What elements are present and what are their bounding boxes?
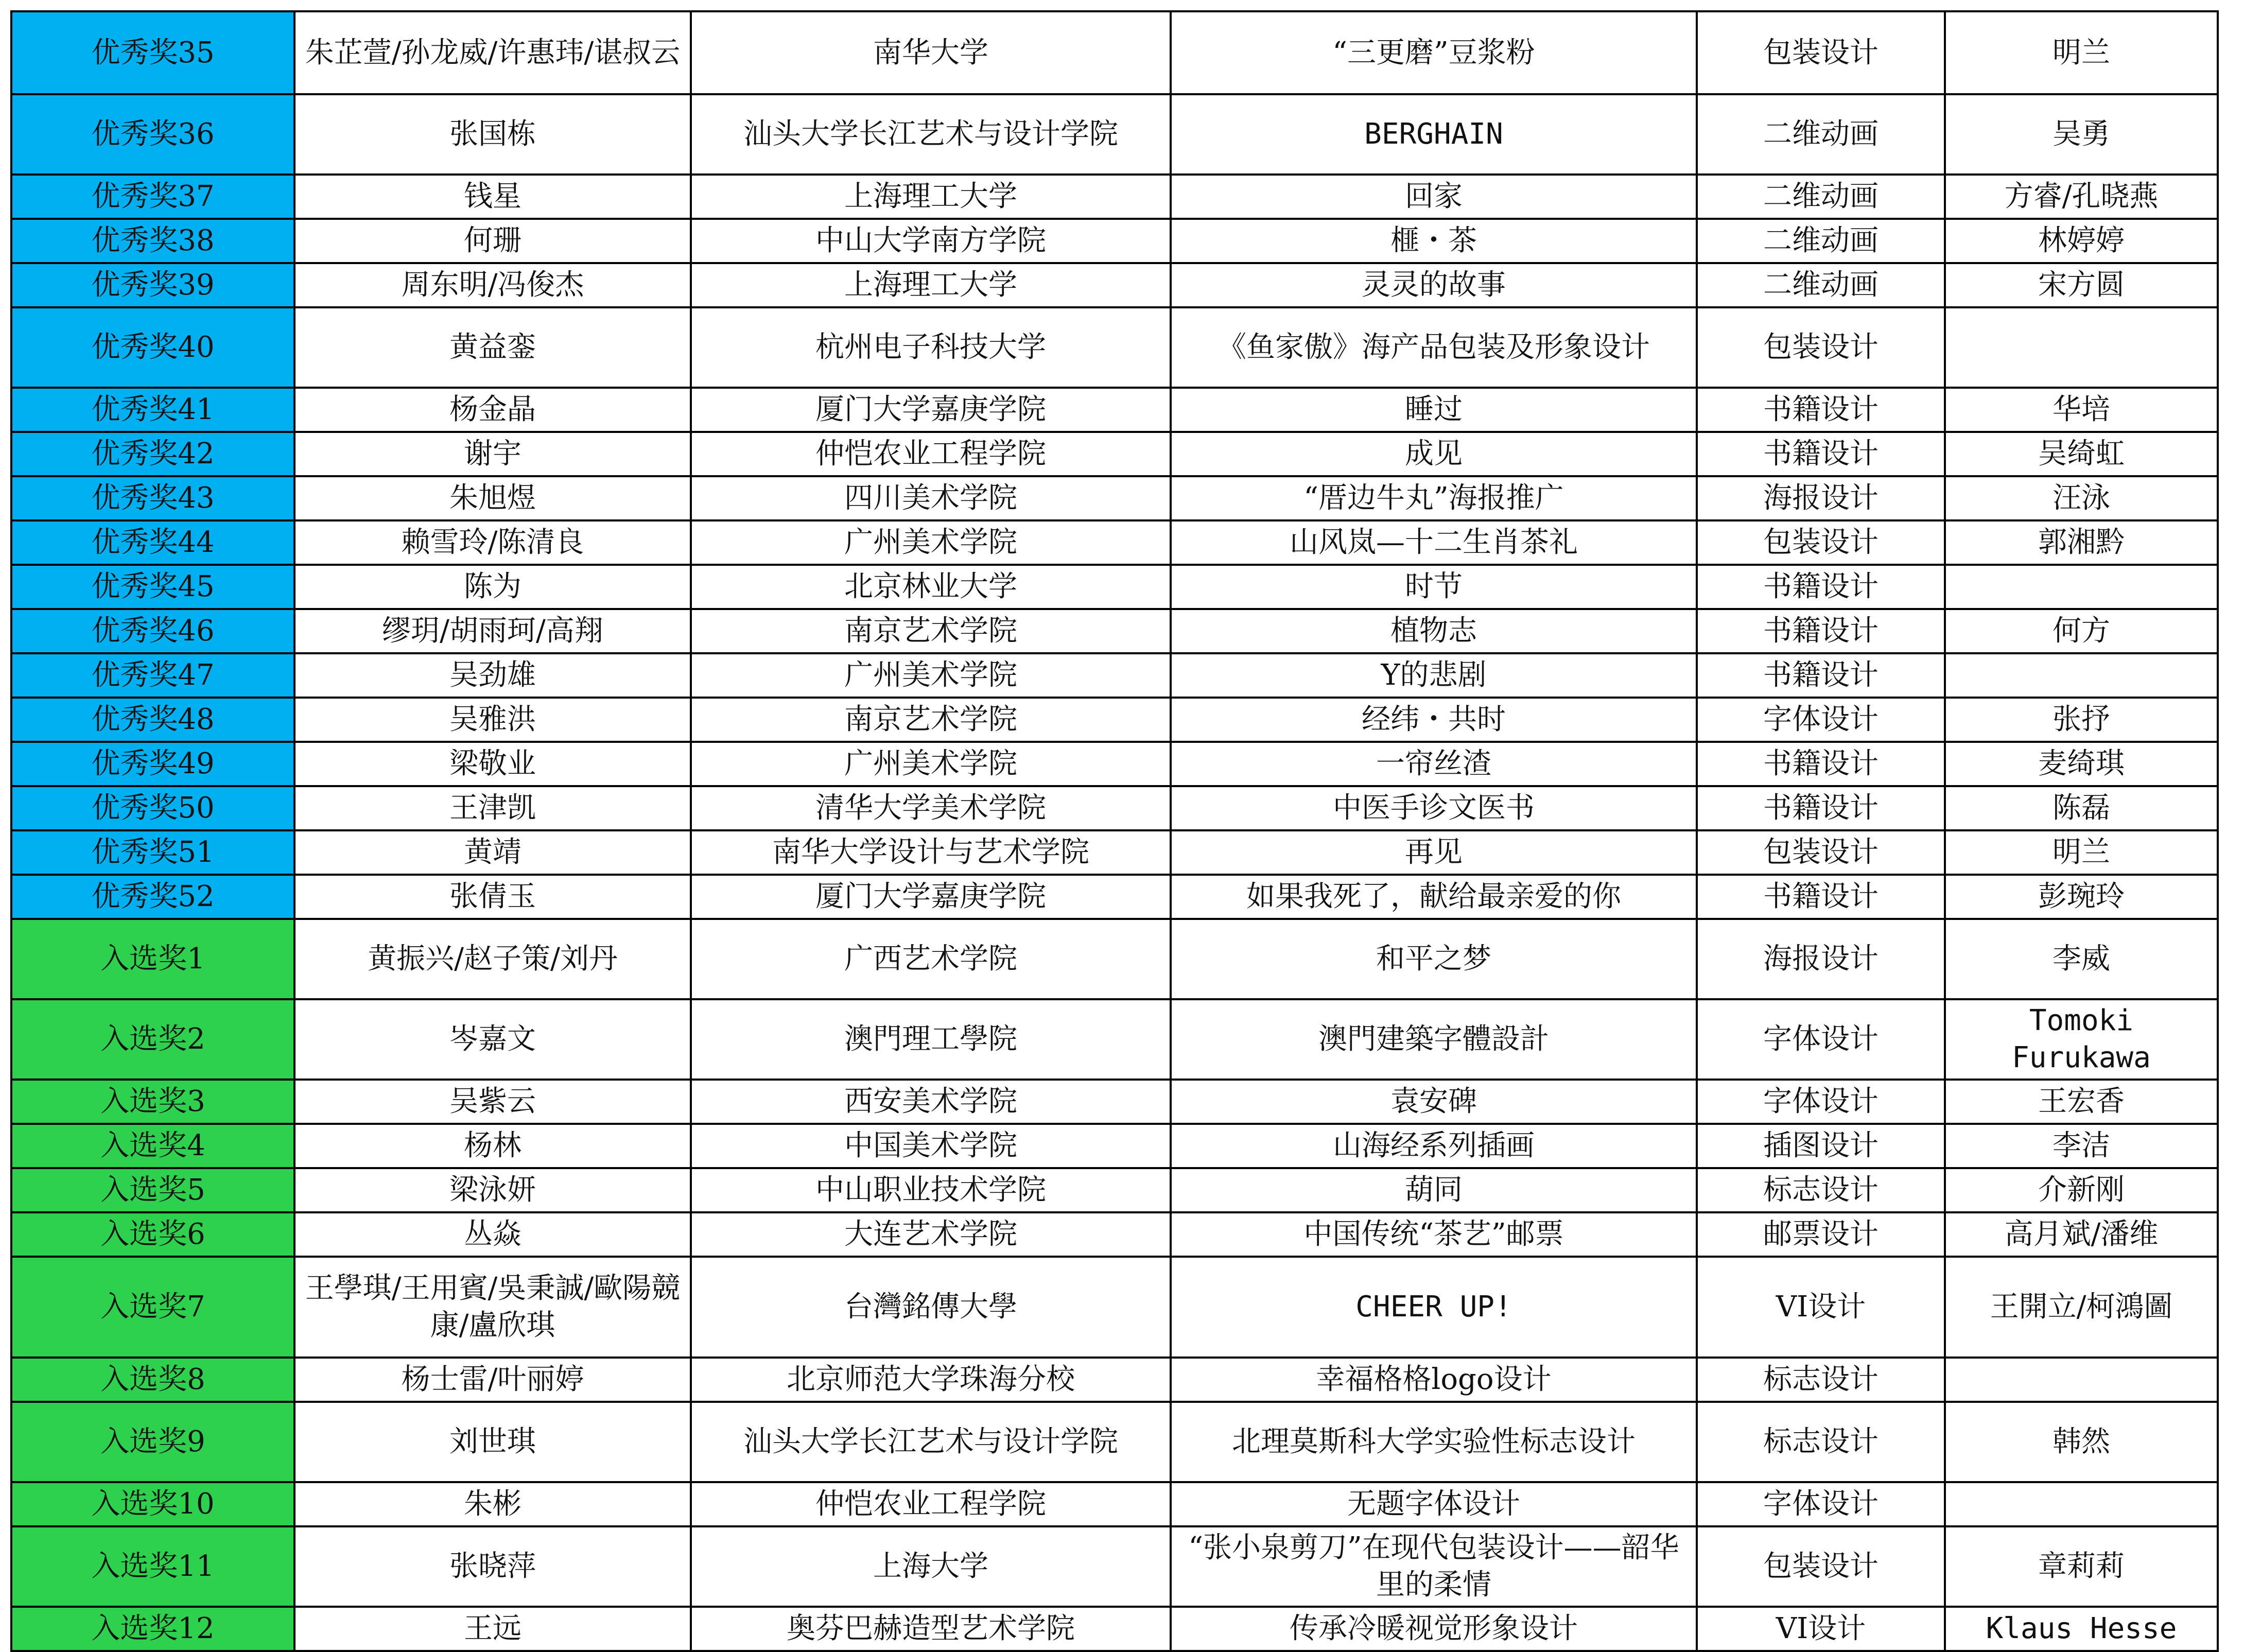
award-cell: 优秀奖49	[11, 742, 294, 786]
category-cell: 二维动画	[1697, 219, 1945, 263]
student-cell: 何珊	[294, 219, 691, 263]
award-cell: 优秀奖52	[11, 875, 294, 919]
student-cell: 杨士雷/叶丽婷	[294, 1358, 691, 1402]
category-cell: 字体设计	[1697, 1080, 1945, 1124]
work-title-cell: 如果我死了，献给最亲爱的你	[1171, 875, 1697, 919]
student-cell: 吴雅洪	[294, 698, 691, 742]
advisor-cell: 吴绮虹	[1945, 432, 2218, 476]
school-cell: 中山大学南方学院	[691, 219, 1171, 263]
advisor-cell: 介新刚	[1945, 1168, 2218, 1212]
student-cell: 吴紫云	[294, 1080, 691, 1124]
award-cell: 优秀奖40	[11, 307, 294, 388]
awards-table	[10, 10, 2219, 1652]
award-cell: 入选奖9	[11, 1402, 294, 1482]
school-cell: 台灣銘傳大學	[691, 1257, 1171, 1358]
category-cell: VI设计	[1697, 1257, 1945, 1358]
advisor-cell: 王宏香	[1945, 1080, 2218, 1124]
student-cell: 梁敬业	[294, 742, 691, 786]
school-cell: 汕头大学长江艺术与设计学院	[691, 1402, 1171, 1482]
award-cell: 入选奖8	[11, 1358, 294, 1402]
table-row	[11, 520, 2218, 565]
award-cell: 优秀奖45	[11, 565, 294, 609]
table-row	[11, 1124, 2218, 1168]
work-title-cell: 无题字体设计	[1171, 1482, 1697, 1526]
school-cell: 南华大学设计与艺术学院	[691, 830, 1171, 875]
student-cell: 岑嘉文	[294, 999, 691, 1080]
table-row	[11, 830, 2218, 875]
table-row	[11, 219, 2218, 263]
school-cell: 广州美术学院	[691, 520, 1171, 565]
advisor-cell: 章莉莉	[1945, 1526, 2218, 1607]
category-cell: 书籍设计	[1697, 432, 1945, 476]
table-row	[11, 698, 2218, 742]
award-cell: 优秀奖36	[11, 94, 294, 175]
award-cell: 优秀奖43	[11, 476, 294, 520]
category-cell: 二维动画	[1697, 263, 1945, 307]
student-cell: 张倩玉	[294, 875, 691, 919]
category-cell: 海报设计	[1697, 919, 1945, 999]
student-cell: 谢宇	[294, 432, 691, 476]
student-cell: 赖雪玲/陈清良	[294, 520, 691, 565]
school-cell: 厦门大学嘉庚学院	[691, 875, 1171, 919]
student-cell: 杨林	[294, 1124, 691, 1168]
table-row	[11, 786, 2218, 830]
table-row	[11, 742, 2218, 786]
advisor-cell: 明兰	[1945, 11, 2218, 94]
table-row	[11, 609, 2218, 653]
category-cell: 标志设计	[1697, 1168, 1945, 1212]
school-cell: 北京师范大学珠海分校	[691, 1358, 1171, 1402]
advisor-cell	[1945, 653, 2218, 698]
award-cell: 优秀奖35	[11, 11, 294, 94]
award-cell: 优秀奖37	[11, 175, 294, 219]
student-cell: 周东明/冯俊杰	[294, 263, 691, 307]
school-cell: 汕头大学长江艺术与设计学院	[691, 94, 1171, 175]
category-cell: 书籍设计	[1697, 388, 1945, 432]
award-cell: 入选奖6	[11, 1212, 294, 1257]
table-row	[11, 875, 2218, 919]
table-row	[11, 388, 2218, 432]
category-cell: 插图设计	[1697, 1124, 1945, 1168]
advisor-cell: 宋方圆	[1945, 263, 2218, 307]
table-row	[11, 919, 2218, 999]
student-cell: 王远	[294, 1607, 691, 1651]
work-title-cell: “三更磨”豆浆粉	[1171, 11, 1697, 94]
table-row	[11, 1257, 2218, 1358]
work-title-cell: 回家	[1171, 175, 1697, 219]
category-cell: 邮票设计	[1697, 1212, 1945, 1257]
table-row	[11, 1526, 2218, 1607]
awards-table-body	[11, 11, 2218, 1651]
work-title-cell: 葫同	[1171, 1168, 1697, 1212]
student-cell: 吴劲雄	[294, 653, 691, 698]
category-cell: 书籍设计	[1697, 609, 1945, 653]
work-title-cell: “张小泉剪刀”在现代包装设计——韶华里的柔情	[1171, 1526, 1697, 1607]
award-cell: 优秀奖41	[11, 388, 294, 432]
award-cell: 优秀奖42	[11, 432, 294, 476]
category-cell: 包装设计	[1697, 830, 1945, 875]
advisor-cell: 李洁	[1945, 1124, 2218, 1168]
award-cell: 入选奖10	[11, 1482, 294, 1526]
category-cell: 字体设计	[1697, 698, 1945, 742]
student-cell: 黄益銮	[294, 307, 691, 388]
student-cell: 梁泳妍	[294, 1168, 691, 1212]
advisor-cell: 王開立/柯鴻圖	[1945, 1257, 2218, 1358]
award-cell: 入选奖5	[11, 1168, 294, 1212]
work-title-cell: BERGHAIN	[1171, 94, 1697, 175]
table-row	[11, 1607, 2218, 1651]
school-cell: 仲恺农业工程学院	[691, 1482, 1171, 1526]
table-row	[11, 476, 2218, 520]
student-cell: 杨金晶	[294, 388, 691, 432]
work-title-cell: 山海经系列插画	[1171, 1124, 1697, 1168]
student-cell: 朱芷萱/孙龙威/许惠玮/谌叔云	[294, 11, 691, 94]
school-cell: 广州美术学院	[691, 742, 1171, 786]
school-cell: 广西艺术学院	[691, 919, 1171, 999]
award-cell: 入选奖12	[11, 1607, 294, 1651]
category-cell: 书籍设计	[1697, 565, 1945, 609]
award-cell: 入选奖11	[11, 1526, 294, 1607]
advisor-cell: Klaus Hesse	[1945, 1607, 2218, 1651]
award-cell: 入选奖7	[11, 1257, 294, 1358]
school-cell: 杭州电子科技大学	[691, 307, 1171, 388]
advisor-cell: 高月斌/潘维	[1945, 1212, 2218, 1257]
work-title-cell: 经纬・共时	[1171, 698, 1697, 742]
category-cell: 二维动画	[1697, 94, 1945, 175]
advisor-cell: 陈磊	[1945, 786, 2218, 830]
school-cell: 奥芬巴赫造型艺术学院	[691, 1607, 1171, 1651]
category-cell: 字体设计	[1697, 1482, 1945, 1526]
student-cell: 刘世琪	[294, 1402, 691, 1482]
work-title-cell: 植物志	[1171, 609, 1697, 653]
work-title-cell: 成见	[1171, 432, 1697, 476]
student-cell: 陈为	[294, 565, 691, 609]
table-row	[11, 999, 2218, 1080]
work-title-cell: 榧・茶	[1171, 219, 1697, 263]
student-cell: 缪玥/胡雨珂/高翔	[294, 609, 691, 653]
award-cell: 入选奖1	[11, 919, 294, 999]
school-cell: 厦门大学嘉庚学院	[691, 388, 1171, 432]
school-cell: 南京艺术学院	[691, 698, 1171, 742]
student-cell: 朱旭煜	[294, 476, 691, 520]
work-title-cell: 中医手诊文医书	[1171, 786, 1697, 830]
category-cell: 标志设计	[1697, 1358, 1945, 1402]
table-row	[11, 1168, 2218, 1212]
advisor-cell: 华培	[1945, 388, 2218, 432]
category-cell: 标志设计	[1697, 1402, 1945, 1482]
student-cell: 黄振兴/赵子策/刘丹	[294, 919, 691, 999]
work-title-cell: “厝边牛丸”海报推广	[1171, 476, 1697, 520]
work-title-cell: 《鱼家傲》海产品包装及形象设计	[1171, 307, 1697, 388]
advisor-cell: 明兰	[1945, 830, 2218, 875]
student-cell: 黄靖	[294, 830, 691, 875]
table-row	[11, 1402, 2218, 1482]
student-cell: 张国栋	[294, 94, 691, 175]
category-cell: 二维动画	[1697, 175, 1945, 219]
school-cell: 上海理工大学	[691, 263, 1171, 307]
advisor-cell: 方睿/孔晓燕	[1945, 175, 2218, 219]
school-cell: 清华大学美术学院	[691, 786, 1171, 830]
award-cell: 优秀奖48	[11, 698, 294, 742]
award-cell: 优秀奖47	[11, 653, 294, 698]
category-cell: 书籍设计	[1697, 653, 1945, 698]
category-cell: 包装设计	[1697, 520, 1945, 565]
table-row	[11, 307, 2218, 388]
school-cell: 四川美术学院	[691, 476, 1171, 520]
work-title-cell: 灵灵的故事	[1171, 263, 1697, 307]
award-cell: 入选奖4	[11, 1124, 294, 1168]
advisor-cell: 麦绮琪	[1945, 742, 2218, 786]
table-row	[11, 1212, 2218, 1257]
school-cell: 上海理工大学	[691, 175, 1171, 219]
award-cell: 优秀奖50	[11, 786, 294, 830]
table-row	[11, 653, 2218, 698]
student-cell: 钱星	[294, 175, 691, 219]
advisor-cell: 林婷婷	[1945, 219, 2218, 263]
school-cell: 上海大学	[691, 1526, 1171, 1607]
work-title-cell: Y的悲剧	[1171, 653, 1697, 698]
work-title-cell: CHEER UP!	[1171, 1257, 1697, 1358]
work-title-cell: 再见	[1171, 830, 1697, 875]
table-row	[11, 94, 2218, 175]
school-cell: 澳門理工學院	[691, 999, 1171, 1080]
table-row	[11, 11, 2218, 94]
school-cell: 南华大学	[691, 11, 1171, 94]
school-cell: 仲恺农业工程学院	[691, 432, 1171, 476]
award-cell: 入选奖3	[11, 1080, 294, 1124]
work-title-cell: 和平之梦	[1171, 919, 1697, 999]
student-cell: 王津凯	[294, 786, 691, 830]
student-cell: 王學琪/王用賓/吳秉誠/歐陽競康/盧欣琪	[294, 1257, 691, 1358]
advisor-cell: 吴勇	[1945, 94, 2218, 175]
category-cell: 海报设计	[1697, 476, 1945, 520]
advisor-cell: 韩然	[1945, 1402, 2218, 1482]
award-cell: 优秀奖39	[11, 263, 294, 307]
table-row	[11, 175, 2218, 219]
work-title-cell: 北理莫斯科大学实验性标志设计	[1171, 1402, 1697, 1482]
category-cell: 包装设计	[1697, 1526, 1945, 1607]
work-title-cell: 睡过	[1171, 388, 1697, 432]
work-title-cell: 澳門建築字體設計	[1171, 999, 1697, 1080]
work-title-cell: 幸福格格logo设计	[1171, 1358, 1697, 1402]
advisor-cell	[1945, 307, 2218, 388]
advisor-cell: Tomoki Furukawa	[1945, 999, 2218, 1080]
advisor-cell	[1945, 1482, 2218, 1526]
advisor-cell: 彭琬玲	[1945, 875, 2218, 919]
work-title-cell: 传承冷暖视觉形象设计	[1171, 1607, 1697, 1651]
category-cell: 包装设计	[1697, 307, 1945, 388]
work-title-cell: 时节	[1171, 565, 1697, 609]
advisor-cell: 郭湘黔	[1945, 520, 2218, 565]
work-title-cell: 中国传统“茶艺”邮票	[1171, 1212, 1697, 1257]
award-cell: 优秀奖44	[11, 520, 294, 565]
table-row	[11, 1080, 2218, 1124]
category-cell: 书籍设计	[1697, 786, 1945, 830]
school-cell: 中山职业技术学院	[691, 1168, 1171, 1212]
award-cell: 优秀奖38	[11, 219, 294, 263]
category-cell: 书籍设计	[1697, 875, 1945, 919]
advisor-cell	[1945, 565, 2218, 609]
award-cell: 优秀奖51	[11, 830, 294, 875]
table-row	[11, 432, 2218, 476]
advisor-cell: 何方	[1945, 609, 2218, 653]
table-row	[11, 263, 2218, 307]
school-cell: 南京艺术学院	[691, 609, 1171, 653]
work-title-cell: 袁安碑	[1171, 1080, 1697, 1124]
school-cell: 北京林业大学	[691, 565, 1171, 609]
school-cell: 中国美术学院	[691, 1124, 1171, 1168]
category-cell: 书籍设计	[1697, 742, 1945, 786]
advisor-cell: 李威	[1945, 919, 2218, 999]
category-cell: VI设计	[1697, 1607, 1945, 1651]
school-cell: 大连艺术学院	[691, 1212, 1171, 1257]
student-cell: 丛焱	[294, 1212, 691, 1257]
category-cell: 字体设计	[1697, 999, 1945, 1080]
student-cell: 张晓萍	[294, 1526, 691, 1607]
category-cell: 包装设计	[1697, 11, 1945, 94]
work-title-cell: 山风岚—十二生肖茶礼	[1171, 520, 1697, 565]
award-cell: 入选奖2	[11, 999, 294, 1080]
work-title-cell: 一帘丝渣	[1171, 742, 1697, 786]
table-row	[11, 1358, 2218, 1402]
advisor-cell: 张抒	[1945, 698, 2218, 742]
table-row	[11, 565, 2218, 609]
award-cell: 优秀奖46	[11, 609, 294, 653]
student-cell: 朱彬	[294, 1482, 691, 1526]
school-cell: 西安美术学院	[691, 1080, 1171, 1124]
school-cell: 广州美术学院	[691, 653, 1171, 698]
advisor-cell	[1945, 1358, 2218, 1402]
table-row	[11, 1482, 2218, 1526]
advisor-cell: 汪泳	[1945, 476, 2218, 520]
